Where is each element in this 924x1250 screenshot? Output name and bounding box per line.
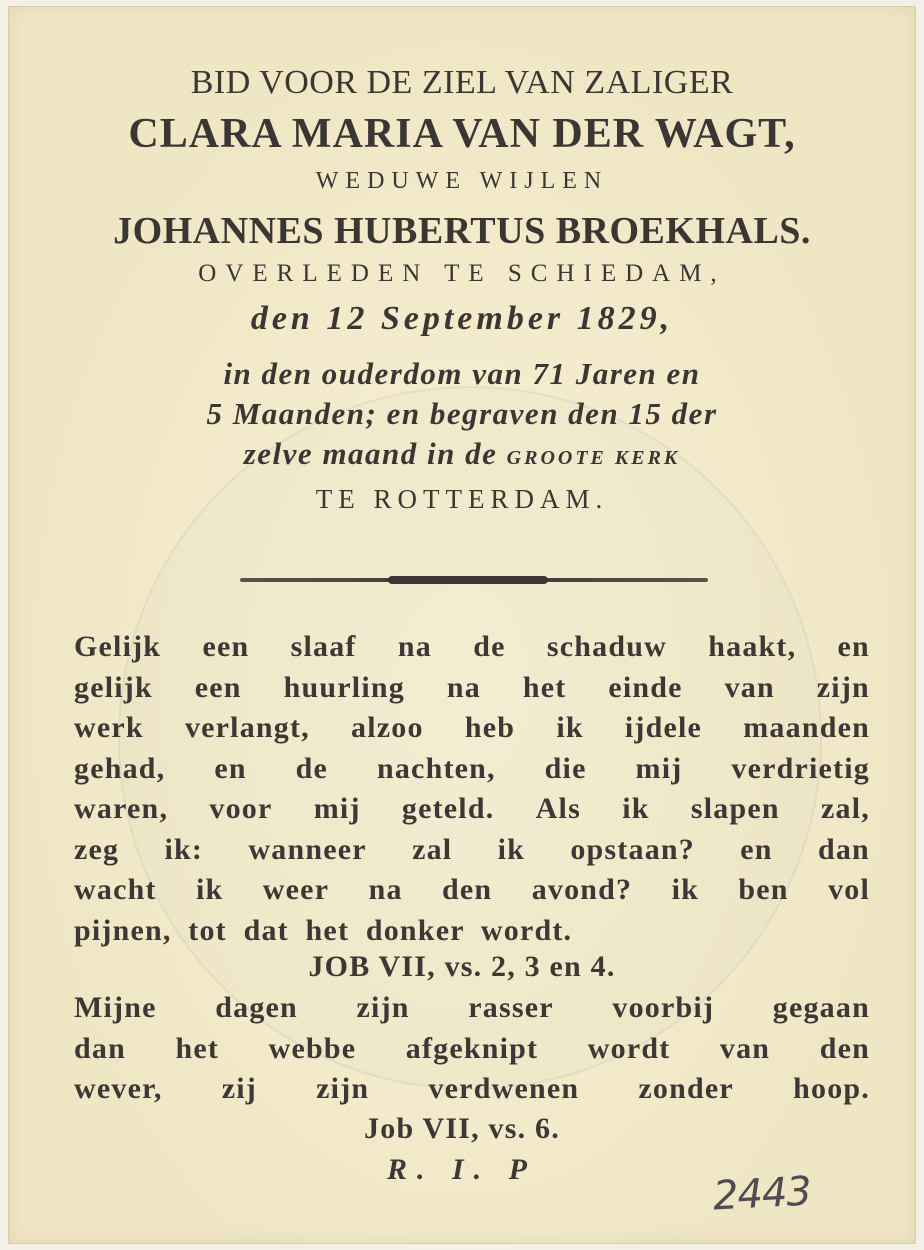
burial-church: GROOTE KERK [506, 447, 681, 469]
burial-line [8, 436, 916, 472]
verse-1-line: gelijk een huurling na het einde van zijn [74, 670, 870, 704]
age-line-2: 5 Maanden; en begraven den 15 der [206, 396, 718, 431]
catalog-number: 2443 [711, 1168, 812, 1220]
header-widow-of: WEDUWE WIJLEN [315, 168, 609, 194]
rip-closing: R. I. P [386, 1153, 537, 1186]
age-line-1: in den ouderdom van 71 Jaren en [223, 356, 701, 391]
burial-city: TE ROTTERDAM. [315, 484, 609, 514]
verse-1-line: werk verlangt, alzoo heb ik ijdele maanden [74, 711, 870, 744]
verse-1-reference: JOB VII, vs. 2, 3 en 4. [308, 950, 616, 983]
burial-line-text: zelve maand in de [243, 436, 507, 471]
deceased-name: CLARA MARIA VAN DER WAGT, [128, 111, 796, 157]
death-date: den 12 September 1829, [250, 300, 674, 337]
verse-1-line: pijnen, tot dat het donker wordt. [74, 913, 573, 947]
verse-1-line: zeg ik: wanneer zal ik opstaan? en dan [74, 832, 870, 866]
divider-rule-center [388, 576, 548, 584]
death-place: OVERLEDEN TE SCHIEDAM, [198, 260, 726, 287]
verse-2-line: wever, zij zijn verdwenen zonder hoop. [74, 1072, 870, 1105]
spouse-name: JOHANNES HUBERTUS BROEKHALS. [113, 210, 811, 252]
verse-1-line: gehad, en de nachten, die mij verdrietig [74, 751, 870, 785]
header-line-1: BID VOOR DE ZIEL VAN ZALIGER [190, 64, 734, 101]
verse-1-line: waren, voor mij geteld. Als ik slapen zal, [74, 792, 870, 825]
verse-1-line: wacht ik weer na den avond? ik ben vol [74, 873, 870, 906]
verse-2-line: dan het webbe afgeknipt wordt van den [74, 1031, 870, 1065]
verse-1-line: Gelijk een slaaf na de schaduw haakt, en [74, 630, 870, 663]
verse-2-reference: Job VII, vs. 6. [364, 1112, 560, 1145]
verse-2-line: Mijne dagen zijn rasser voorbij gegaan [74, 991, 870, 1024]
memorial-card [8, 6, 916, 1244]
